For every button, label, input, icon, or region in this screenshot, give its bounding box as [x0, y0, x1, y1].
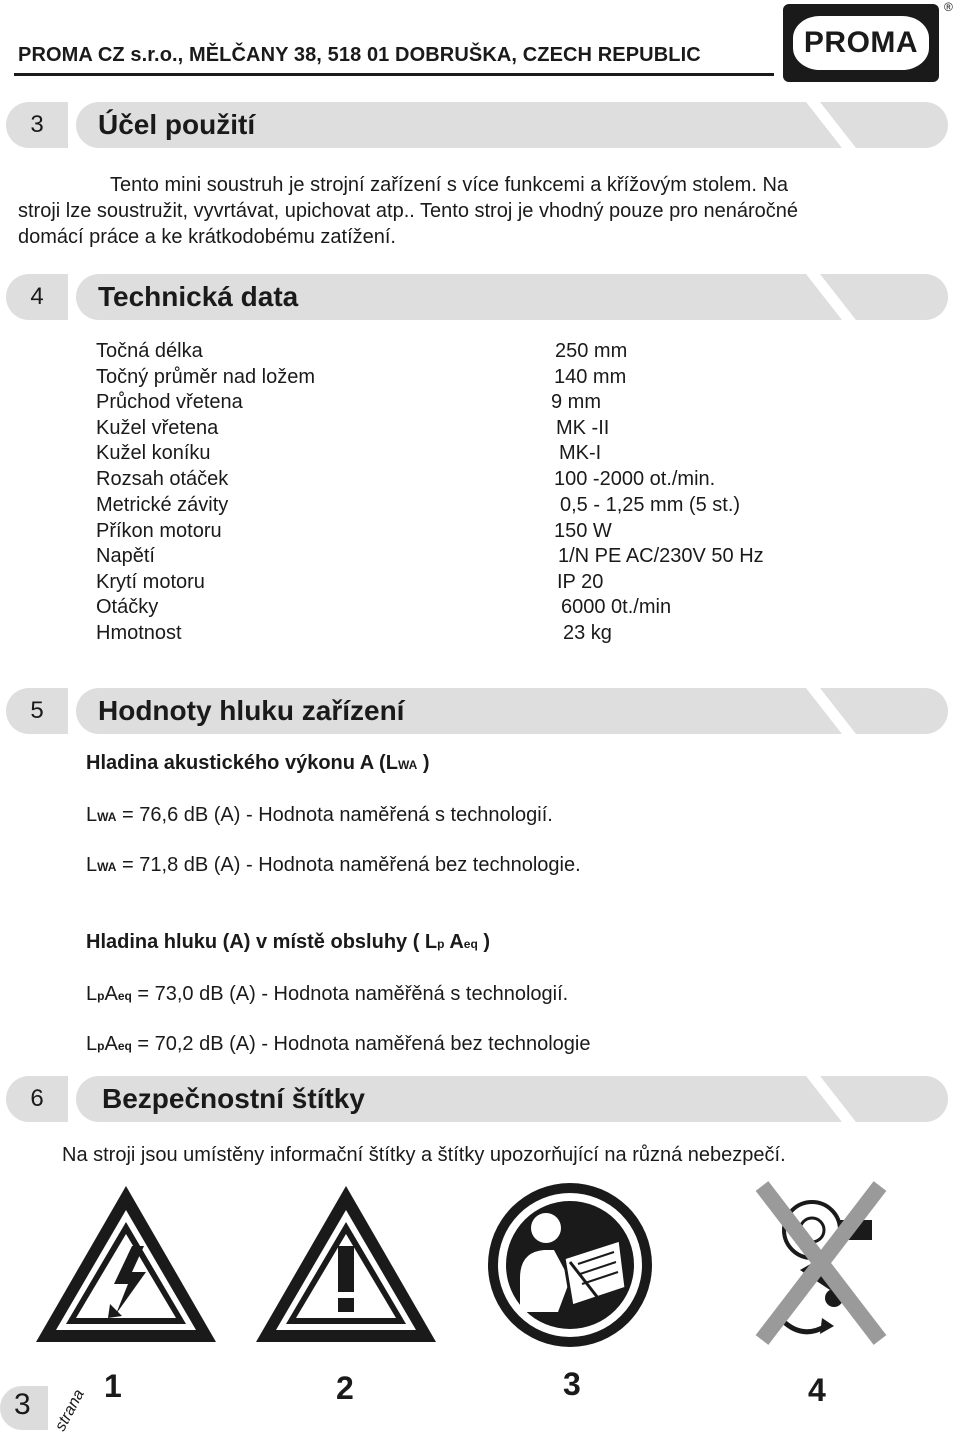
registered-mark: ® — [944, 0, 953, 14]
safety-intro: Na stroji jsou umístěny informační štítky a štítky upozorňující na různá nebezpečí. — [62, 1144, 786, 1166]
spec-label: Točná délka — [96, 340, 203, 362]
sign-number: 2 — [336, 1370, 354, 1406]
spec-value: 1/N PE AC/230V 50 Hz — [558, 545, 764, 567]
spec-row — [0, 518, 760, 544]
company-address: PROMA CZ s.r.o., MĚLČANY 38, 518 01 DOBRUŠKA, CZECH REPUBLIC — [18, 44, 701, 66]
spec-value: 9 mm — [551, 391, 601, 413]
purpose-line-3: domácí práce a ke krátkodobému zatížení. — [18, 226, 396, 248]
proma-logo — [783, 4, 939, 82]
page-word: strana — [52, 1386, 88, 1434]
spec-table — [0, 338, 960, 658]
spec-label: Příkon motoru — [96, 520, 222, 542]
spec-label: Kužel koníku — [96, 442, 211, 464]
spec-label: Hmotnost — [96, 622, 182, 644]
spec-row — [0, 364, 760, 390]
sign-number: 1 — [104, 1368, 122, 1404]
sound-pressure-heading: Hladina hluku (A) v místě obsluhy ( Lp Aeq ) — [86, 931, 490, 953]
section-title: Technická data — [98, 281, 299, 312]
section-number: 6 — [6, 1076, 68, 1122]
logo-text: PROMA — [803, 26, 919, 59]
spec-label: Průchod vřetena — [96, 391, 243, 413]
spec-value: IP 20 — [557, 571, 604, 593]
spec-row — [0, 440, 760, 466]
section-title: Bezpečnostní štítky — [102, 1083, 365, 1114]
spec-value: 250 mm — [555, 340, 628, 362]
read-manual-icon — [480, 1180, 660, 1350]
no-adjust-while-running-icon — [730, 1180, 910, 1350]
section-number: 5 — [6, 688, 68, 734]
spec-label: Otáčky — [96, 596, 159, 618]
sound-power-heading: Hladina akustického výkonu A (LWA ) — [86, 752, 430, 774]
sign-number: 4 — [808, 1372, 826, 1408]
spec-label: Rozsah otáček — [96, 468, 229, 490]
spec-label: Krytí motoru — [96, 571, 205, 593]
general-warning-icon — [250, 1180, 442, 1350]
spec-label: Kužel vřetena — [96, 417, 219, 439]
spec-row — [0, 620, 760, 646]
spec-row — [0, 543, 764, 569]
header-rule — [14, 73, 774, 76]
spec-value: 6000 0t./min — [561, 596, 672, 618]
spec-value: 150 W — [554, 520, 612, 542]
electric-hazard-icon — [30, 1180, 222, 1350]
spec-value: 100 -2000 ot./min. — [554, 468, 716, 490]
spec-label: Napětí — [96, 545, 155, 567]
purpose-line-1: Tento mini soustruh je strojní zařízení s více funkcemi a křížovým stolem. Na — [110, 174, 789, 196]
purpose-line-2: stroji lze soustružit, vyvrtávat, upichovat atp.. Tento stroj je vhodný pouze pro nenáročné — [18, 200, 799, 222]
section-header-6 — [6, 1076, 948, 1122]
section-title: Hodnoty hluku zařízení — [98, 695, 405, 726]
section-number: 4 — [6, 274, 68, 320]
spec-label: Točný průměr nad ložem — [96, 366, 315, 388]
spec-value: MK -II — [556, 417, 610, 439]
spec-value: MK-I — [559, 442, 602, 464]
lpa-line-2: LpAeq = 70,2 dB (A) - Hodnota naměřená bez technologie — [86, 1033, 591, 1055]
section-title: Účel použití — [98, 109, 256, 140]
spec-row — [0, 338, 760, 364]
lwa-line-1: LWA = 76,6 dB (A) - Hodnota naměřená s technologií. — [86, 804, 553, 826]
spec-row — [0, 569, 760, 595]
lpa-line-1: LpAeq = 73,0 dB (A) - Hodnota naměřěná s technologií. — [86, 983, 569, 1005]
spec-row — [0, 415, 760, 441]
section-header-5 — [6, 688, 948, 734]
spec-label: Metrické závity — [96, 494, 229, 516]
spec-row — [0, 492, 760, 518]
section-header-4 — [6, 274, 948, 320]
spec-row — [0, 389, 760, 415]
spec-value: 0,5 - 1,25 mm (5 st.) — [560, 494, 741, 516]
spec-value: 23 kg — [563, 622, 612, 644]
lwa-line-2: LWA = 71,8 dB (A) - Hodnota naměřená bez technologie. — [86, 854, 581, 876]
section-number: 3 — [6, 102, 68, 148]
sign-number: 3 — [563, 1366, 581, 1402]
spec-row — [0, 594, 760, 620]
spec-value: 140 mm — [554, 366, 627, 388]
section-header-3 — [6, 102, 948, 148]
spec-row — [0, 466, 760, 492]
page-number: 3 — [14, 1388, 31, 1421]
